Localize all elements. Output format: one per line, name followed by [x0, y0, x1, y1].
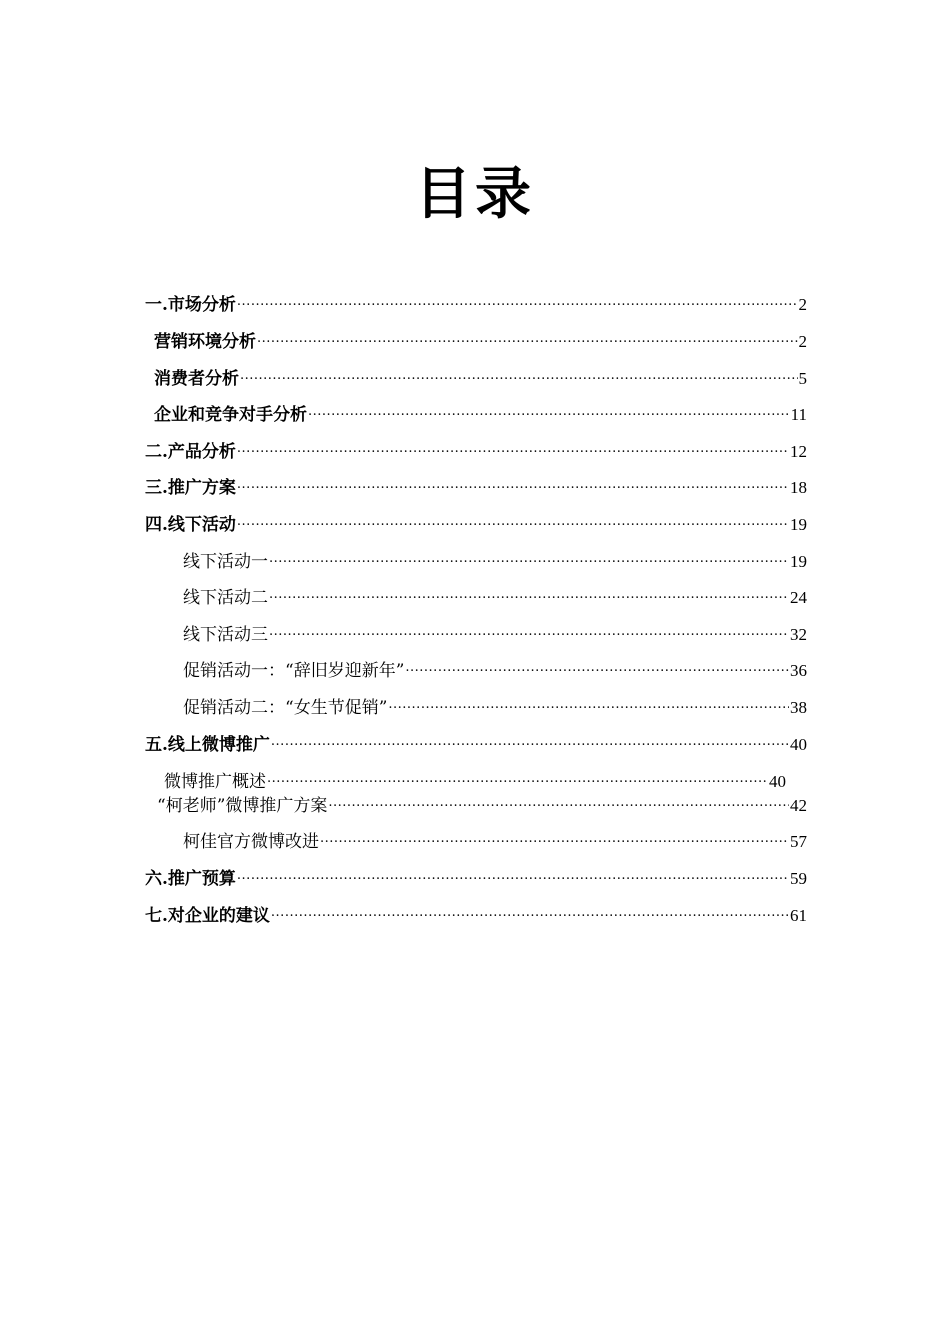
- toc-entry-label: 柯佳官方微博改进: [183, 832, 319, 852]
- toc-entry-label: 营销环境分析: [154, 332, 256, 352]
- dot-leader: [237, 286, 798, 310]
- dot-leader: [267, 763, 768, 787]
- toc-entry-promo-activity-1[interactable]: [183, 652, 807, 681]
- toc-entry-label: “柯老师”微博推广方案: [157, 796, 328, 816]
- dot-leader: [271, 726, 789, 750]
- toc-page-number: 5: [798, 369, 807, 388]
- toc-page-number: 38: [790, 698, 807, 717]
- toc-entry-kejia-weibo-improvement[interactable]: [183, 823, 807, 852]
- toc-page-number: 12: [790, 442, 807, 461]
- dot-leader: [308, 396, 790, 420]
- toc-entry-marketing-environment[interactable]: [154, 323, 807, 352]
- dot-leader: [237, 506, 789, 530]
- toc-page-number: 42: [790, 796, 807, 815]
- toc-page-number: 24: [790, 588, 807, 607]
- toc-entry-label: 促销活动一：“辞旧岁迎新年”: [183, 661, 405, 681]
- toc-page-number: 40: [790, 735, 807, 754]
- toc-entry-suggestions[interactable]: [145, 897, 807, 926]
- toc-entry-label: 一.市场分析: [145, 295, 236, 315]
- toc-entry-label: 企业和竞争对手分析: [154, 405, 307, 425]
- dot-leader: [271, 897, 789, 921]
- dot-leader: [257, 323, 798, 347]
- dot-leader: [269, 616, 789, 640]
- dot-leader: [240, 360, 798, 384]
- toc-page-number: 40: [769, 772, 786, 791]
- toc-entry-label: 微博推广概述: [164, 772, 266, 792]
- toc-page-number: 2: [798, 332, 807, 351]
- toc-entry-label: 二.产品分析: [145, 442, 236, 462]
- toc-page-number: 2: [798, 295, 807, 314]
- toc-page-number: 61: [790, 906, 807, 925]
- toc-page-number: 18: [790, 478, 807, 497]
- dot-leader: [405, 652, 789, 676]
- toc-entry-label: 七.对企业的建议: [145, 906, 270, 926]
- toc-page-number: 11: [790, 405, 807, 424]
- toc-page-number: 59: [790, 869, 807, 888]
- toc-page-number: 32: [790, 625, 807, 644]
- dot-leader: [269, 579, 789, 603]
- dot-leader: [237, 860, 789, 884]
- dot-leader: [237, 433, 789, 457]
- toc-entry-label: 四.线下活动: [145, 515, 236, 535]
- toc-entry-label: 线下活动三: [183, 625, 268, 645]
- dot-leader: [269, 543, 789, 567]
- toc-entry-label: 三.推广方案: [145, 478, 236, 498]
- toc-page-number: 19: [790, 552, 807, 571]
- toc-entry-ke-laoshi-weibo-plan[interactable]: [157, 787, 807, 816]
- toc-entry-product-analysis[interactable]: [145, 433, 807, 462]
- page-title: 目录: [415, 161, 535, 227]
- toc-entry-promotion-budget[interactable]: [145, 860, 807, 889]
- toc-entry-online-weibo[interactable]: [145, 726, 807, 755]
- toc-entry-offline-activity-1[interactable]: [183, 543, 807, 572]
- toc-entry-consumer-analysis[interactable]: [154, 360, 807, 389]
- dot-leader: [328, 787, 789, 811]
- toc-entry-label: 五.线上微博推广: [145, 735, 270, 755]
- toc-page-number: 19: [790, 515, 807, 534]
- dot-leader: [388, 689, 789, 713]
- toc-page-number: 36: [790, 661, 807, 680]
- toc-entry-promotion-plan[interactable]: [145, 469, 807, 498]
- toc-entry-market-analysis[interactable]: [145, 286, 807, 315]
- toc-entry-label: 促销活动二：“女生节促销”: [183, 698, 388, 718]
- toc-entry-label: 六.推广预算: [145, 869, 236, 889]
- toc-entry-label: 线下活动一: [183, 552, 268, 572]
- toc-entry-offline-activity-3[interactable]: [183, 616, 807, 645]
- toc-entry-label: 线下活动二: [183, 588, 268, 608]
- toc-entry-promo-activity-2[interactable]: [183, 689, 807, 718]
- toc-entry-weibo-overview[interactable]: [164, 763, 786, 792]
- toc-entry-competitor-analysis[interactable]: [154, 396, 807, 425]
- dot-leader: [320, 823, 789, 847]
- dot-leader: [237, 469, 789, 493]
- toc-entry-offline-activities[interactable]: [145, 506, 807, 535]
- toc-page-number: 57: [790, 832, 807, 851]
- toc-entry-offline-activity-2[interactable]: [183, 579, 807, 608]
- toc-entry-label: 消费者分析: [154, 369, 239, 389]
